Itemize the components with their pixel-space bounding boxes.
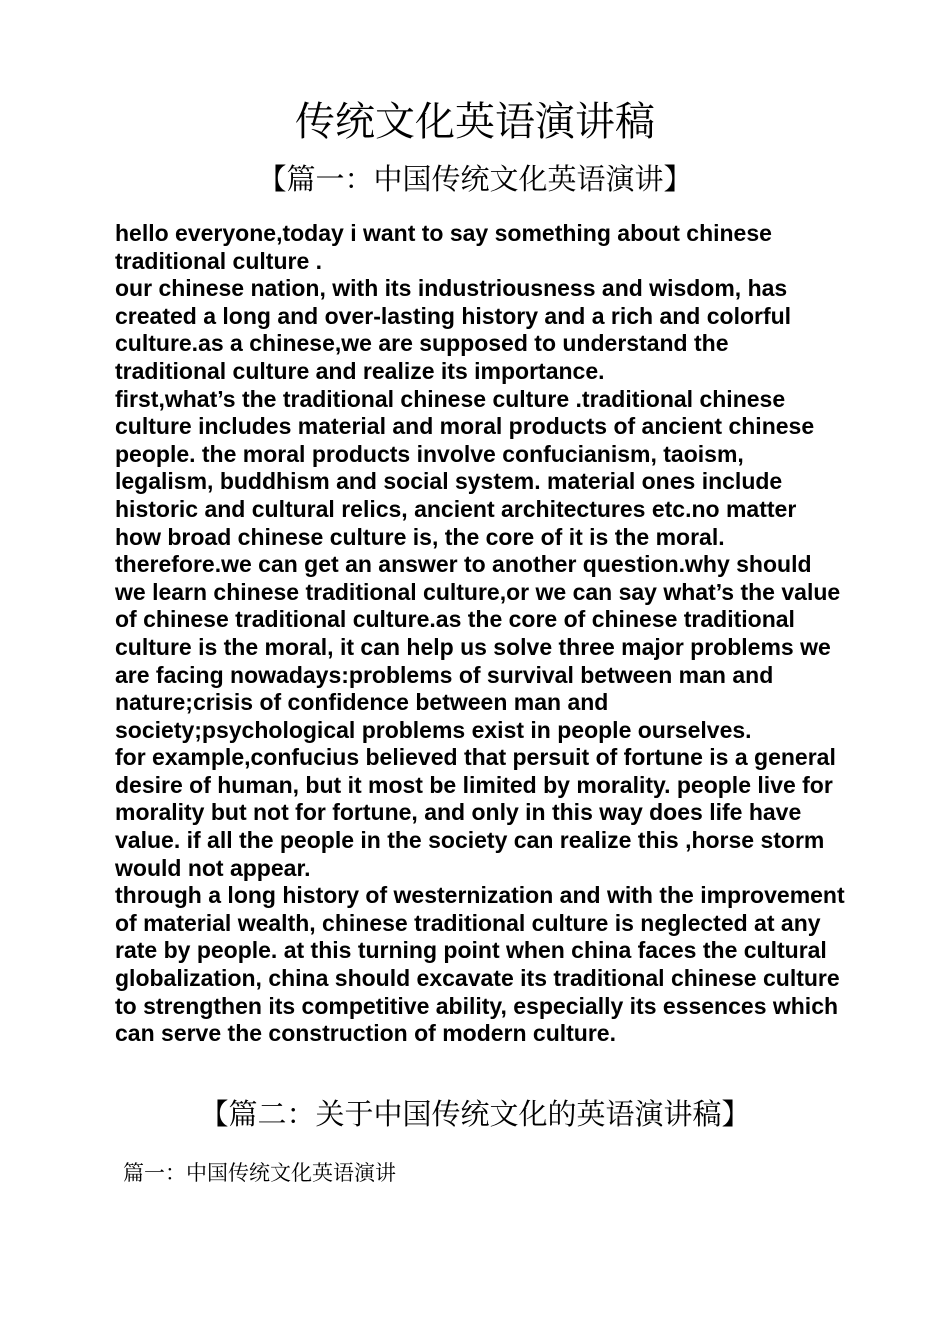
section-1-heading: 【篇一：中国传统文化英语演讲】 bbox=[257, 162, 693, 196]
paragraph-greeting: hello everyone,today i want to say something about chinese traditional culture . bbox=[115, 220, 772, 274]
speech-body bbox=[115, 220, 845, 1048]
document-title: 传统文化英语演讲稿 bbox=[295, 99, 655, 145]
paragraph-conclusion: through a long history of westernization and with the improvement of material wealth, chinese traditional culture is neglected at any rate by people. at this turning point when china faces the cultural globalization, china should excavate its traditional chinese culture to strengthen its competitive ability, especially its essences which can serve the construction of modern culture. bbox=[115, 882, 845, 1047]
section-2-subheading: 篇一：中国传统文化英语演讲 bbox=[123, 1161, 396, 1185]
paragraph-example: for example,confucius believed that persuit of fortune is a general desire of human, but it most be limited by morality. people live for morality but not for fortune, and only in this way does life have value. if all the people in the society can realize this ,horse storm would not appear. bbox=[115, 744, 836, 881]
paragraph-value: therefore.we can get an answer to another question.why should we learn chinese traditional culture,or we can say what’s the value of chinese traditional culture.as the core of chinese traditional culture is the moral, it can help us solve three major problems we are facing nowadays:problems of survival between man and nature;crisis of confidence between man and society;psychological problems exist in people ourselves. bbox=[115, 551, 841, 743]
paragraph-definition: first,what’s the traditional chinese culture .traditional chinese culture includes material and moral products of ancient chinese people. the moral products involve confucianism, taoism, legalism, buddhism and social system. material ones include historic and cultural relics, ancient architectures etc.no matter how broad chinese culture is, the core of it is the moral. bbox=[115, 385, 815, 550]
paragraph-nation: our chinese nation, with its industriousness and wisdom, has created a long and over-lasting history and a rich and colorful culture.as a chinese,we are supposed to understand the traditional culture and realize its importance. bbox=[115, 275, 792, 384]
section-2-heading: 【篇二：关于中国传统文化的英语演讲稿】 bbox=[199, 1097, 751, 1131]
